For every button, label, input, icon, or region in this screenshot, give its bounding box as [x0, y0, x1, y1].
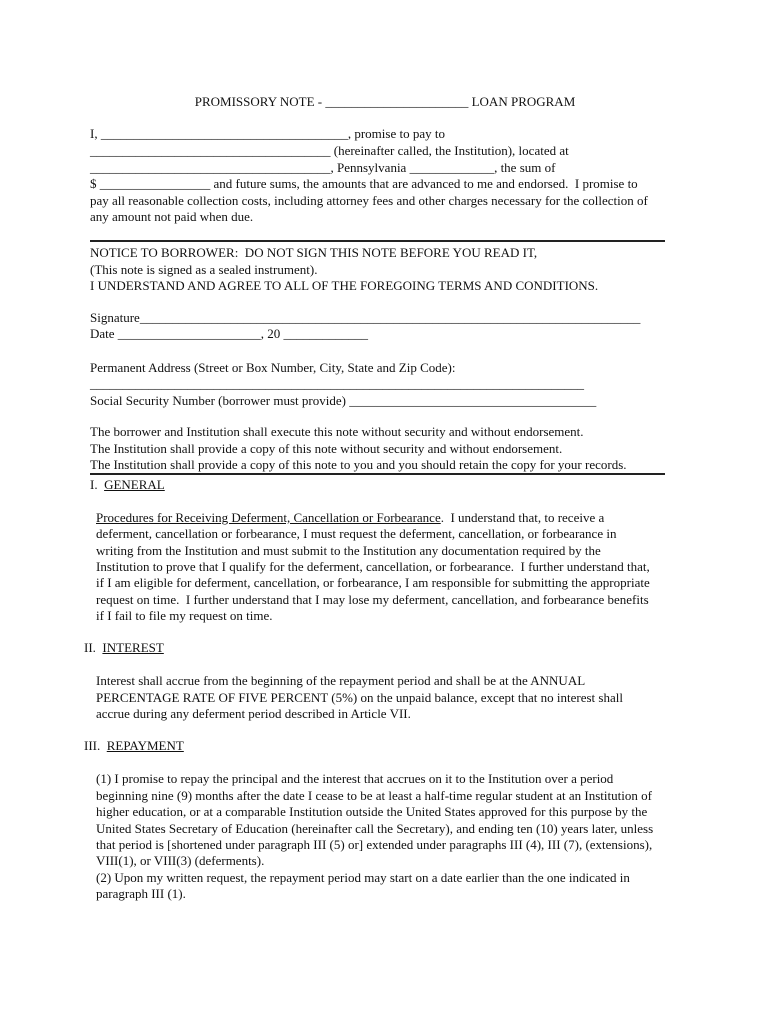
intro-line-6: any amount not paid when due. [90, 209, 254, 224]
date-line: Date ______________________, 20 _____________ [90, 326, 369, 341]
interest-line-2: PERCENTAGE RATE OF FIVE PERCENT (5%) on the unpaid balance, except that no interest shall [96, 690, 623, 705]
repayment-line-3: higher education, or at a comparable Institution outside the United States approved for this purpose by the [96, 804, 648, 819]
repayment-line-7: (2) Upon my written request, the repayment period may start on a date earlier than the one indicated in [96, 870, 630, 885]
section-interest-heading [84, 640, 164, 656]
address-blank: ____________________________________________________________________________ [90, 376, 584, 391]
section-repayment-heading [84, 738, 184, 754]
general-line-3: writing from the Institution and must submit to the Institution any documentation required by the [96, 543, 601, 558]
section-title: GENERAL [104, 477, 165, 492]
divider-bottom [90, 473, 665, 475]
procedures-subheading: Procedures for Receiving Deferment, Cancellation or Forbearance [96, 510, 441, 525]
interest-line-3: accrue during any deferment period described in Article VII. [96, 706, 411, 721]
signature-line: Signature_____________________________________________________________________________ [90, 310, 641, 325]
intro-line-2: _____________________________________ (hereinafter called, the Institution), located at [90, 143, 569, 158]
section-title: REPAYMENT [106, 738, 184, 753]
repayment-line-2: beginning nine (9) months after the date I cease to be at least a half-time regular student at an Institution of [96, 788, 652, 803]
general-line-4: Institution to prove that I qualify for the deferment, cancellation, or forbearance. I further understand that, [96, 559, 650, 574]
notice-line-2: (This note is signed as a sealed instrument). [90, 262, 318, 277]
section-number: II. [84, 640, 103, 655]
divider-top [90, 240, 665, 242]
repayment-line-5: that period is [shortened under paragraph III (5) or] extended under paragraphs III (4), III (7), (extensions), [96, 837, 653, 852]
intro-line-1: I, ______________________________________, promise to pay to [90, 126, 445, 141]
section-number: I. [90, 477, 105, 492]
repayment-line-8: paragraph III (1). [96, 886, 186, 901]
execution-line-3: The Institution shall provide a copy of this note to you and you should retain the copy for your records. [90, 457, 627, 472]
execution-line-1: The borrower and Institution shall execute this note without security and without endorsement. [90, 424, 584, 439]
general-line-2: deferment, cancellation or forbearance, I must request the deferment, cancellation, or forbearance in [96, 526, 617, 541]
ssn-line: Social Security Number (borrower must provide) ______________________________________ [90, 393, 597, 408]
general-line-1-rest: . I understand that, to receive a [440, 510, 605, 525]
general-line-7: if I fail to file my request on time. [96, 608, 273, 623]
intro-line-5: pay all reasonable collection costs, including attorney fees and other charges necessary for the collection of [90, 193, 648, 208]
section-title: INTEREST [102, 640, 164, 655]
address-label: Permanent Address (Street or Box Number, City, State and Zip Code): [90, 360, 456, 375]
repayment-line-6: VIII(1), or VIII(3) (deferments). [96, 853, 265, 868]
repayment-line-1: (1) I promise to repay the principal and the interest that accrues on it to the Institution over a period [96, 771, 614, 786]
interest-line-1: Interest shall accrue from the beginning of the repayment period and shall be at the ANNUAL [96, 673, 586, 688]
document-title: PROMISSORY NOTE - ______________________ LOAN PROGRAM [194, 94, 576, 109]
notice-line-3: I UNDERSTAND AND AGREE TO ALL OF THE FOREGOING TERMS AND CONDITIONS. [90, 278, 599, 293]
section-general-heading [90, 477, 165, 493]
repayment-line-4: United States Secretary of Education (hereinafter call the Secretary), and ending ten (10) years later, unless [96, 821, 654, 836]
general-line-6: request on time. I further understand that I may lose my deferment, cancellation, and forbearance benefits [96, 592, 649, 607]
execution-line-2: The Institution shall provide a copy of this note without security and without endorsement. [90, 441, 563, 456]
general-line-5: if I am eligible for deferment, cancellation, or forbearance, I am responsible for submitting the appropriate [96, 575, 650, 590]
general-line-1 [96, 510, 604, 526]
intro-line-3: _____________________________________, Pennsylvania _____________, the sum of [90, 160, 556, 175]
section-number: III. [84, 738, 107, 753]
notice-line-1: NOTICE TO BORROWER: DO NOT SIGN THIS NOTE BEFORE YOU READ IT, [90, 245, 538, 260]
intro-line-4: $ _________________ and future sums, the amounts that are advanced to me and endorsed. I promise to [90, 176, 638, 191]
